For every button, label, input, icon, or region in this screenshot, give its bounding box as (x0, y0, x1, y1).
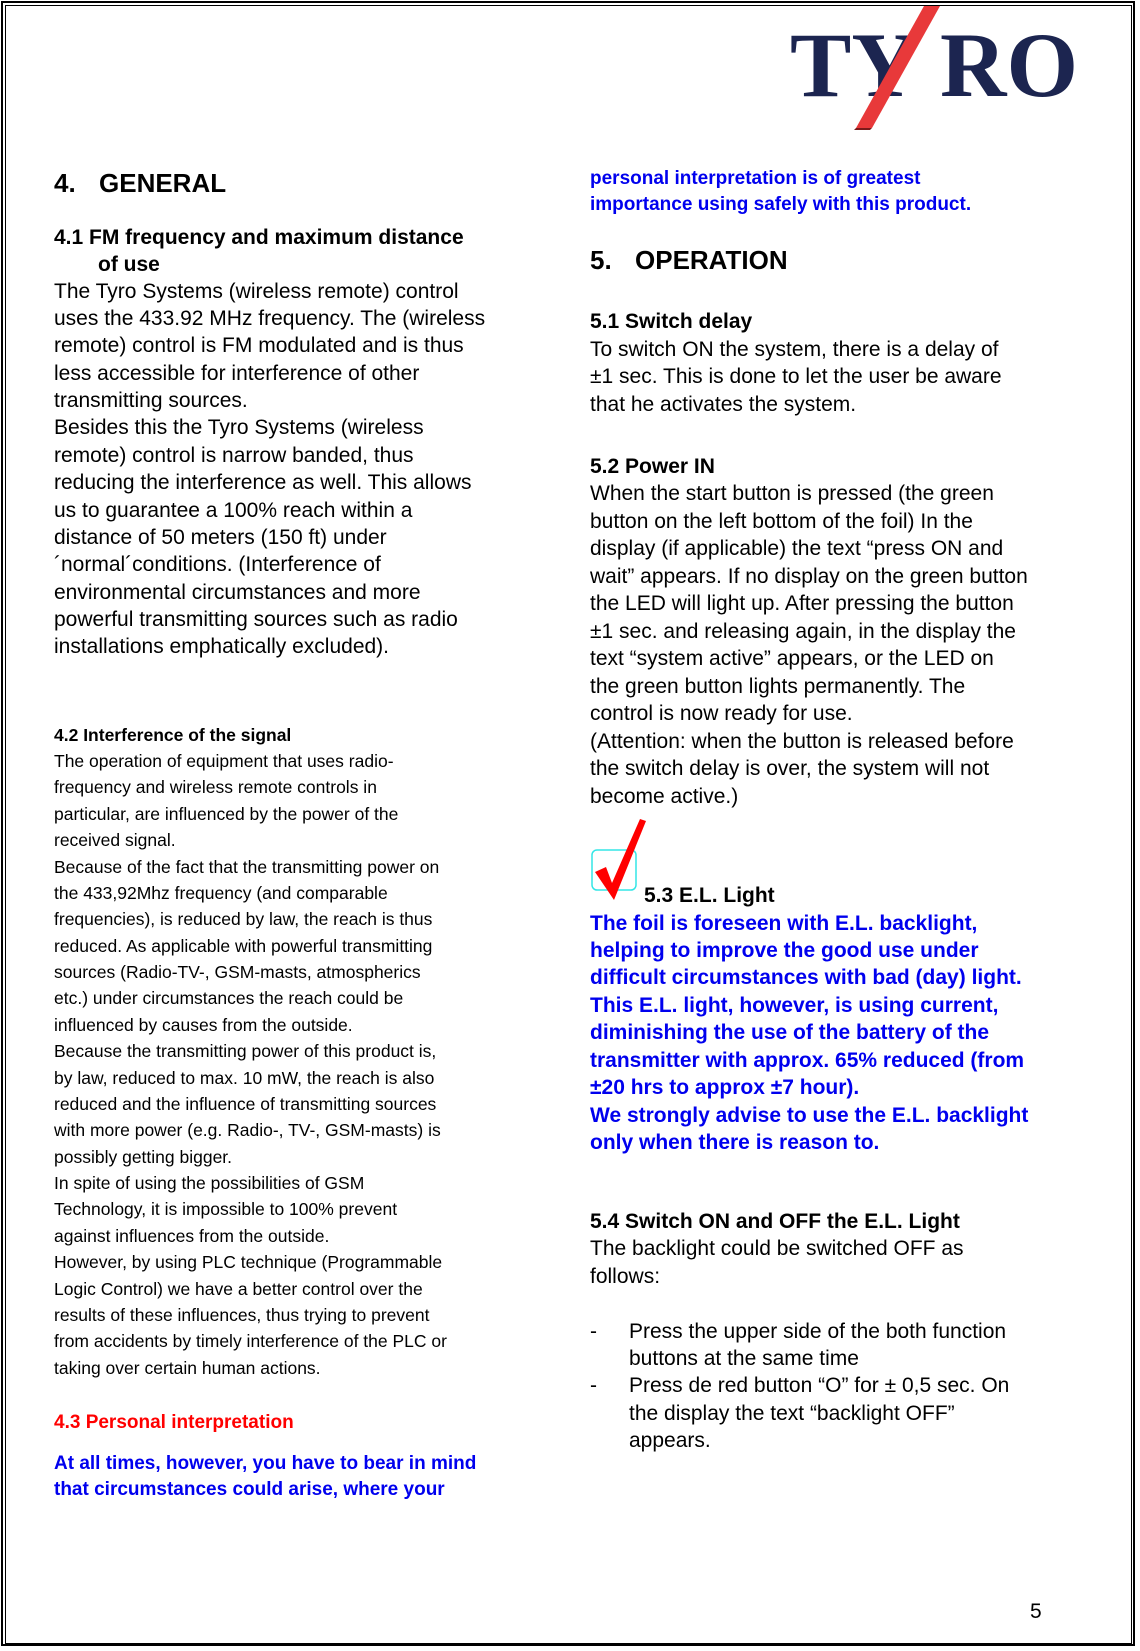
list-item: - Press de red button “O” for ± 0,5 sec. On (590, 1374, 1010, 1397)
section-4-1-heading-cont: of use (98, 253, 160, 276)
section-4-1-heading: 4.1 FM frequency and maximum distance (54, 226, 464, 249)
section-5-2-heading: 5.2 Power IN (590, 455, 715, 478)
checkmark-icon (590, 815, 650, 905)
section-5-title: 5. OPERATION (590, 245, 788, 275)
page-number: 5 (1030, 1600, 1042, 1623)
list-item: - Press the upper side of the both function (590, 1320, 1007, 1343)
section-5-1-heading: 5.1 Switch delay (590, 310, 753, 333)
section-5-3-heading: 5.3 E.L. Light (644, 884, 775, 907)
tyro-logo (790, 4, 1090, 130)
section-4-3-heading: 4.3 Personal interpretation (54, 1412, 294, 1433)
logo-letters-ro: RO (940, 14, 1078, 116)
logo-letters-ty: TY (790, 14, 918, 116)
section-4-title: 4. GENERAL (54, 168, 227, 198)
section-4-2-heading: 4.2 Interference of the signal (54, 725, 292, 745)
section-5-4-heading: 5.4 Switch ON and OFF the E.L. Light (590, 1210, 960, 1233)
